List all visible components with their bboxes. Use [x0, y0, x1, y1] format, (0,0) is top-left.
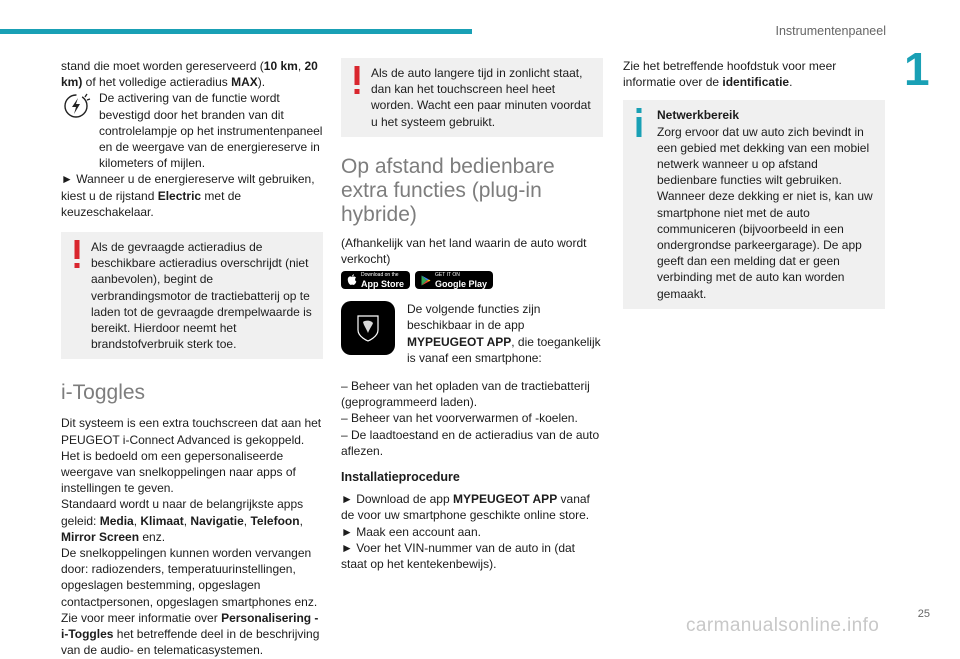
paragraph: Zie het betreffende hoofdstuk voor meer informatie over de identificatie. [623, 59, 837, 90]
energy-reserve-lamp-icon [61, 91, 91, 121]
list-item: – Beheer van het voorverwarmen of -koelen. [341, 411, 578, 426]
app-store-badge[interactable]: Download on the App Store [341, 271, 410, 289]
app-description: De volgende functies zijn beschikbaar in de app MYPEUGEOT APP, die toegankelijk is vanaf een smartphone: [407, 302, 601, 365]
feature-list [341, 378, 603, 459]
paragraph: Zie voor meer informatie over Personalisering - i-Toggles het betreffende deel in de beschrijving van de audio- en telematicasystemen. [61, 610, 320, 658]
google-play-icon [421, 275, 431, 286]
column-left [61, 58, 323, 659]
paragraph: ► Wanneer u de energiereserve wilt gebruiken, kiest u de rijstand Electric met de keuzeschakelaar. [61, 172, 315, 219]
exclamation-icon [351, 66, 363, 96]
paragraph: Wanneer deze dekking er niet is, kan uw smartphone niet met de auto communiceren (bijvoorbeeld in een ondergrondse parkeergarage). De app geeft dan een melding dat er geen verbinding met de auto kan worden gemaakt. [657, 189, 873, 301]
section-title: Op afstand bedienbare extra functies (plug-in hybride) [341, 154, 555, 226]
section-title: i-Toggles [61, 381, 146, 405]
list-item: – Beheer van het opladen van de tractiebatterij (geprogrammeerd laden). [341, 379, 590, 410]
chapter-number: 1 [904, 43, 930, 95]
info-title: Netwerkbereik [657, 108, 740, 123]
watermark: carmanualsonline.info [686, 615, 880, 636]
step-item: ► Download de app MYPEUGEOT APP vanaf de voor uw smartphone geschikte online store. [341, 492, 590, 523]
paragraph: De snelkoppelingen kunnen worden vervangen door: radiozenders, temperatuurinstellingen, opgeslagen bestemming, opgeslagen contactpersonen, opgeslagen smartphones enz. [61, 546, 318, 609]
paragraph: (Afhankelijk van het land waarin de auto wordt verkocht) [341, 235, 587, 267]
warning-note: Als de auto langere tijd in zonlicht staat, dan kan het touchscreen heel heet worden. Wacht een paar minuten voordat u het systeem gebruikt. [341, 58, 603, 137]
info-note [623, 100, 885, 308]
list-item: – De laadtoestand en de actieradius van de auto aflezen. [341, 427, 600, 458]
page-number: 25 [917, 608, 930, 620]
paragraph: Standaard wordt u naar de belangrijkste apps geleid: Media, Klimaat, Navigatie, Telefoon, Mirror Screen enz. [61, 497, 304, 544]
exclamation-icon [71, 240, 83, 270]
header-accent-bar [0, 29, 472, 34]
subsection-title: Installatieprocedure [341, 470, 460, 485]
column-middle [341, 58, 603, 572]
peugeot-lion-logo [352, 312, 384, 344]
apple-icon [347, 274, 357, 286]
google-play-badge[interactable]: GET IT ON Google Play [415, 271, 493, 289]
app-info-row [341, 299, 603, 366]
step-item: ► Maak een account aan. [341, 524, 481, 539]
step-item: ► Voer het VIN-nummer van de auto in (dat staat op het kentekenbewijs). [341, 540, 575, 572]
warning-lamp-paragraph: De activering van de functie wordt bevestigd door het branden van dit controlelampje op het instrumentenpaneel en de weergave van de energiereserve in kilometers of mijlen. [61, 90, 323, 171]
column-right [623, 58, 885, 309]
paragraph: Dit systeem is een extra touchscreen dat aan het PEUGEOT i-Connect Advanced is gekoppeld. Het is bedoeld om een gepersonaliseerde weergave van snelkoppelingen naar apps of instellingen te geven. [61, 416, 322, 496]
paragraph: Zorg ervoor dat uw auto zich bevindt in een gebied met dekking van een mobiel netwerk wanneer u op afstand bedienbare functies wilt gebruiken. [657, 124, 870, 188]
page-header-title: Instrumentenpaneel [775, 24, 886, 38]
paragraph: stand die moet worden gereserveerd (10 km, 20 km) of het volledige actieradius MAX). [61, 59, 318, 90]
warning-note: Als de gevraagde actieradius de beschikbare actieradius overschrijdt (niet aanbevolen), begint de verbrandingsmotor de tractiebatterij op te laden tot de gevraagde drempelwaarde is bereikt. Hierdoor neemt het brandstofverbruik sterk toe. [61, 232, 323, 359]
store-badges [341, 271, 603, 289]
mypeugeot-app-icon [341, 301, 395, 355]
info-icon [633, 108, 645, 138]
